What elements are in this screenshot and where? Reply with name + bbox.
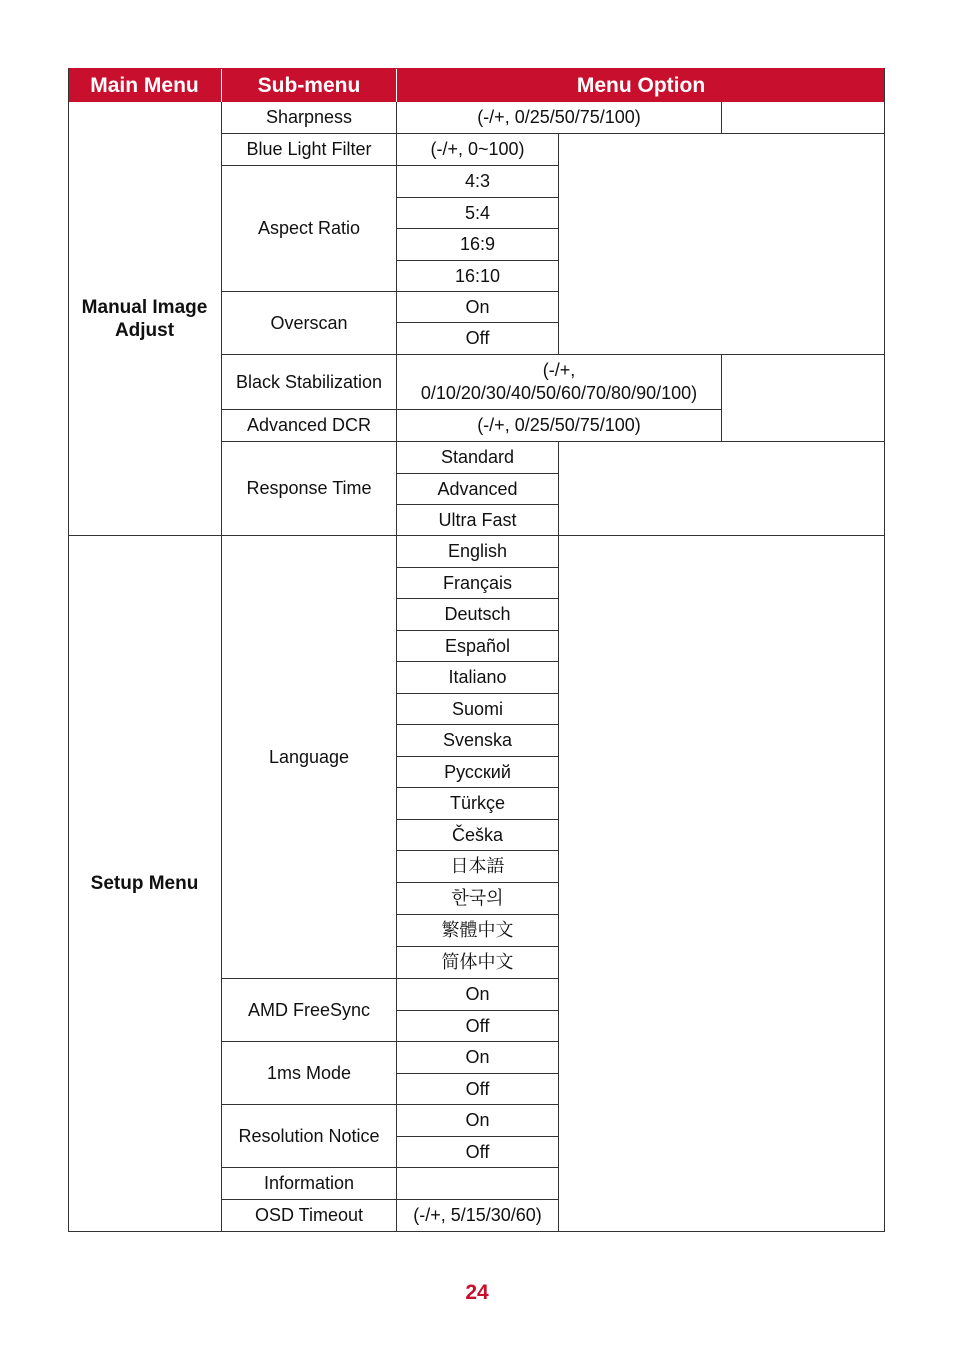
option-language-turkce: Türkçe bbox=[397, 788, 559, 820]
osd-menu-table bbox=[68, 68, 885, 1232]
empty-cell bbox=[559, 442, 885, 536]
submenu-information: Information bbox=[222, 1168, 397, 1200]
main-menu-setup-menu: Setup Menu bbox=[68, 536, 222, 1232]
empty-cell bbox=[559, 134, 885, 355]
option-language-espanol: Español bbox=[397, 631, 559, 662]
main-menu-manual-image-adjust: Manual Image Adjust bbox=[68, 102, 222, 536]
empty-cell bbox=[397, 1168, 559, 1200]
option-black-stabilization-range: (-/+, 0/10/20/30/40/50/60/70/80/90/100) bbox=[397, 355, 722, 410]
submenu-resolution-notice: Resolution Notice bbox=[222, 1105, 397, 1168]
option-advanced-dcr-range: (-/+, 0/25/50/75/100) bbox=[397, 410, 722, 442]
submenu-1ms-mode: 1ms Mode bbox=[222, 1042, 397, 1105]
empty-cell bbox=[722, 102, 885, 134]
option-language-english: English bbox=[397, 536, 559, 568]
option-osd-timeout-range: (-/+, 5/15/30/60) bbox=[397, 1200, 559, 1232]
option-language-japanese: 日本語 bbox=[397, 851, 559, 883]
option-aspect-4-3: 4:3 bbox=[397, 166, 559, 198]
option-overscan-off: Off bbox=[397, 323, 559, 355]
header-menu-option: Menu Option bbox=[397, 68, 885, 102]
submenu-aspect-ratio: Aspect Ratio bbox=[222, 166, 397, 292]
option-freesync-off: Off bbox=[397, 1011, 559, 1042]
option-response-ultra-fast: Ultra Fast bbox=[397, 505, 559, 536]
option-language-korean: 한국의 bbox=[397, 883, 559, 915]
option-response-standard: Standard bbox=[397, 442, 559, 474]
option-language-suomi: Suomi bbox=[397, 694, 559, 725]
option-language-italiano: Italiano bbox=[397, 662, 559, 694]
option-language-francais: Français bbox=[397, 568, 559, 599]
option-freesync-on: On bbox=[397, 979, 559, 1011]
header-main-menu: Main Menu bbox=[68, 68, 222, 102]
submenu-black-stabilization: Black Stabilization bbox=[222, 355, 397, 410]
option-aspect-16-10: 16:10 bbox=[397, 261, 559, 292]
option-1ms-mode-on: On bbox=[397, 1042, 559, 1074]
option-aspect-16-9: 16:9 bbox=[397, 229, 559, 261]
submenu-sharpness: Sharpness bbox=[222, 102, 397, 134]
submenu-blue-light-filter: Blue Light Filter bbox=[222, 134, 397, 166]
option-language-traditional-chinese: 繁體中文 bbox=[397, 915, 559, 947]
submenu-overscan: Overscan bbox=[222, 292, 397, 355]
header-sub-menu: Sub-menu bbox=[222, 68, 397, 102]
submenu-language: Language bbox=[222, 536, 397, 979]
option-language-svenska: Svenska bbox=[397, 725, 559, 757]
submenu-response-time: Response Time bbox=[222, 442, 397, 536]
option-language-ceska: Češka bbox=[397, 820, 559, 851]
option-1ms-mode-off: Off bbox=[397, 1074, 559, 1105]
option-language-russian: Русский bbox=[397, 757, 559, 788]
option-response-advanced: Advanced bbox=[397, 474, 559, 505]
option-aspect-5-4: 5:4 bbox=[397, 198, 559, 229]
submenu-amd-freesync: AMD FreeSync bbox=[222, 979, 397, 1042]
submenu-osd-timeout: OSD Timeout bbox=[222, 1200, 397, 1232]
option-language-simplified-chinese: 简体中文 bbox=[397, 947, 559, 979]
empty-cell bbox=[722, 355, 885, 442]
option-resolution-notice-off: Off bbox=[397, 1137, 559, 1168]
page-number: 24 bbox=[465, 1281, 489, 1304]
option-resolution-notice-on: On bbox=[397, 1105, 559, 1137]
option-overscan-on: On bbox=[397, 292, 559, 323]
option-language-deutsch: Deutsch bbox=[397, 599, 559, 631]
option-sharpness-range: (-/+, 0/25/50/75/100) bbox=[397, 102, 722, 134]
empty-cell bbox=[559, 536, 885, 1232]
option-blue-light-filter-range: (-/+, 0~100) bbox=[397, 134, 559, 166]
submenu-advanced-dcr: Advanced DCR bbox=[222, 410, 397, 442]
